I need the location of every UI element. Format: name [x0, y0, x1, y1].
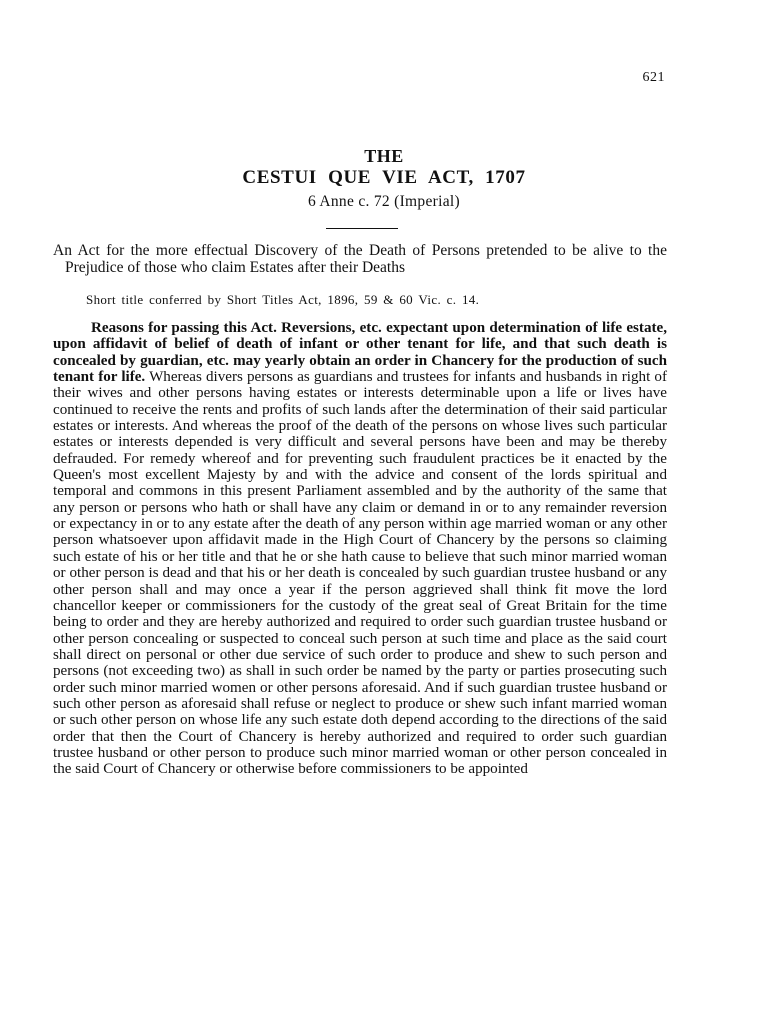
long-title: An Act for the more effectual Discovery of the Death of Persons pretended to be alive to the Prejudice of those who claim Estates after their Deaths — [53, 242, 667, 276]
act-title: CESTUI QUE VIE ACT, 1707 — [242, 167, 526, 188]
act-citation: 6 Anne c. 72 (Imperial) — [308, 193, 460, 210]
title-prefix: THE — [364, 146, 404, 166]
marginal-heading: Reasons for passing this Act. Reversions, etc. expectant upon determination of life estate, upon affidavit of belief of death of infant or other tenant for life, and that such death is concealed by guardian, etc. may yearly obtain an order in Chancery for the production of such tenant for life. — [53, 320, 667, 386]
page-number: 621 — [642, 70, 665, 85]
title-divider — [326, 228, 398, 229]
section-text: Whereas divers persons as guardians and trustees for infants and husbands in right of their wives and other persons having estates or interests determinable upon a life or lives have continued to receive the rents and profits of such lands after the determination of their said particular estates or interests. And whereas the proof of the death of the persons on whose lives such particular estates or interests depended is very difficult and several persons have been and may be thereby defrauded. For remedy whereof and for preventing such fraudulent practices be it enacted by the Queen's most excellent Majesty by and with the advice and consent of the lords spiritual and temporal and commons in this present Parliament assembled and by the authority of the same that any person or persons who hath or shall have any claim or demand in or to any remainder reversion or expectancy in or to any estate after the death of any person within age married woman or any other person whatsoever upon affidavit made in the High Court of Chancery by the persons so claiming such estate of his or her title and that he or she hath cause to believe that such minor married woman or other person is dead and that his or her death is concealed by such guardian trustee husband or any other person shall and may once a year if the person aggrieved shall think fit move the lord chancellor keeper or commissioners for the custody of the great seal of Great Britain for the time being to order and they are hereby authorized and required to order such guardian trustee husband or other person concealing or suspected to conceal such person at such time and place as the said court shall direct on personal or other due service of such order to produce and shew to such person and persons (not exceeding two) as shall in such order be named by the party or parties prosecuting such order such minor married women or other persons aforesaid. And if such guardian trustee husband or such other person as aforesaid shall refuse or neglect to produce or shew such infant married woman or such other person on whose life any such estate doth depend according to the directions of the said order that then the Court of Chancery is hereby authorized and required to order such guardian trustee husband or other person to produce such minor married woman or other person concealed in the said Court of Chancery or otherwise before commissioners to be appointed — [53, 369, 667, 778]
short-title-note: Short title conferred by Short Titles Act, 1896, 59 & 60 Vic. c. 14. — [86, 292, 480, 307]
section-body — [53, 320, 667, 778]
